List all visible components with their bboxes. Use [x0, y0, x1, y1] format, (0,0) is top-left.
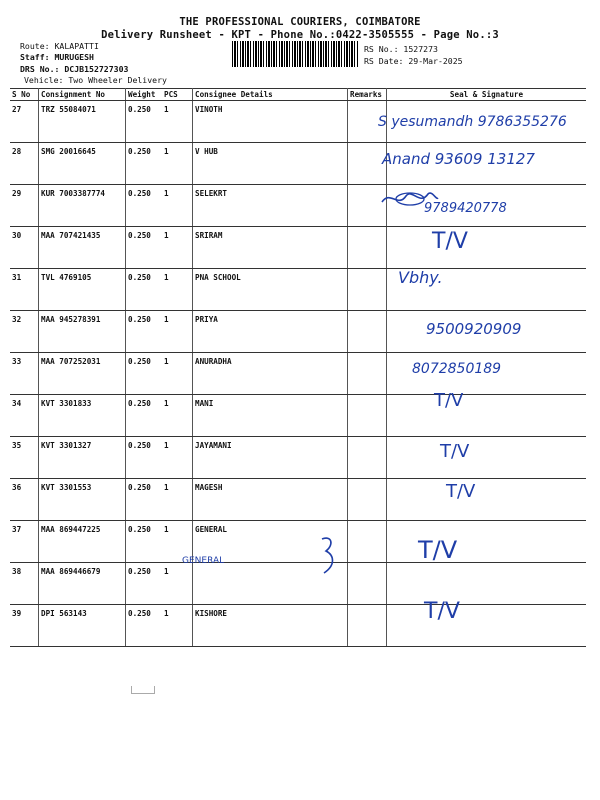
header-signature: Seal & Signature — [387, 89, 587, 101]
cell-sno: 28 — [10, 143, 39, 185]
cell-remarks — [348, 437, 387, 479]
cell-remarks — [348, 269, 387, 311]
header-pcs: PCS — [162, 89, 193, 101]
cell-remarks — [348, 143, 387, 185]
table-row — [10, 395, 586, 437]
table-row — [10, 563, 586, 605]
cell-weight: 0.250 — [126, 395, 163, 437]
cell-sno: 37 — [10, 521, 39, 563]
header-weight: Weight — [126, 89, 163, 101]
cell-sno: 32 — [10, 311, 39, 353]
cell-pcs: 1 — [162, 227, 193, 269]
tv-mark-30: T/V — [432, 229, 468, 254]
tv-mark-39: T/V — [424, 599, 460, 624]
table-row — [10, 269, 586, 311]
cell-weight: 0.250 — [126, 311, 163, 353]
cell-consignee: PNA SCHOOL — [193, 269, 348, 311]
tv-mark-35: T/V — [440, 441, 470, 462]
cell-weight: 0.250 — [126, 185, 163, 227]
cell-sno: 27 — [10, 101, 39, 143]
vehicle-label: Vehicle: Two Wheeler Delivery — [24, 75, 167, 85]
handwritten-consignee-38: GENERAL — [182, 556, 225, 566]
cell-consignee: PRIYA — [193, 311, 348, 353]
cell-pcs: 1 — [162, 437, 193, 479]
cell-sno: 38 — [10, 563, 39, 605]
cell-consignee: ANURADHA — [193, 353, 348, 395]
cell-consignee: V HUB — [193, 143, 348, 185]
drs-number: DRS No.: DCJB152727303 — [20, 64, 129, 74]
cell-pcs: 1 — [162, 521, 193, 563]
cell-sno: 33 — [10, 353, 39, 395]
cell-consignee: MANI — [193, 395, 348, 437]
tv-mark-36: T/V — [446, 481, 476, 502]
header-sno: S No — [10, 89, 39, 101]
cell-pcs: 1 — [162, 185, 193, 227]
signature-29: 9789420778 — [424, 201, 507, 216]
cell-pcs: 1 — [162, 311, 193, 353]
cell-consignment: MAA 707421435 — [39, 227, 126, 269]
cell-consignee: JAYAMANI — [193, 437, 348, 479]
cell-remarks — [348, 605, 387, 647]
cell-remarks — [348, 479, 387, 521]
faint-mark — [131, 686, 155, 694]
signature-32: 9500920909 — [426, 320, 522, 338]
header-remarks: Remarks — [348, 89, 387, 101]
route-label: Route: KALAPATTI — [20, 41, 99, 51]
tv-mark-34: T/V — [434, 390, 464, 411]
cell-sno: 34 — [10, 395, 39, 437]
cell-consignment: KVT 3301833 — [39, 395, 126, 437]
cell-signature — [387, 437, 587, 479]
cell-sno: 36 — [10, 479, 39, 521]
cell-pcs: 1 — [162, 605, 193, 647]
cell-consignment: DPI 563143 — [39, 605, 126, 647]
cell-remarks — [348, 227, 387, 269]
cell-signature — [387, 605, 587, 647]
cell-weight: 0.250 — [126, 269, 163, 311]
cell-signature — [387, 395, 587, 437]
cell-consignment: KUR 7003387774 — [39, 185, 126, 227]
cell-consignee: VINOTH — [193, 101, 348, 143]
cell-weight: 0.250 — [126, 143, 163, 185]
cell-consignment: MAA 707252031 — [39, 353, 126, 395]
signature-31: Vbhy. — [398, 268, 443, 287]
cell-weight: 0.250 — [126, 353, 163, 395]
cell-consignment: TVL 4769105 — [39, 269, 126, 311]
cell-weight: 0.250 — [126, 479, 163, 521]
cell-signature — [387, 521, 587, 563]
company-title: THE PROFESSIONAL COURIERS, COIMBATORE — [179, 16, 421, 28]
cell-weight: 0.250 — [126, 227, 163, 269]
cell-pcs: 1 — [162, 479, 193, 521]
cell-consignment: MAA 869447225 — [39, 521, 126, 563]
table-row — [10, 227, 586, 269]
header-consignee: Consignee Details — [193, 89, 348, 101]
cell-consignment: KVT 3301553 — [39, 479, 126, 521]
signature-28: Anand 93609 13127 — [382, 150, 535, 168]
rs-number: RS No.: 1527273 — [364, 44, 438, 54]
cell-consignment: KVT 3301327 — [39, 437, 126, 479]
cell-weight: 0.250 — [126, 437, 163, 479]
cell-pcs: 1 — [162, 143, 193, 185]
cell-pcs: 1 — [162, 101, 193, 143]
cell-remarks — [348, 395, 387, 437]
cell-consignment: MAA 869446679 — [39, 563, 126, 605]
cell-consignee: KISHORE — [193, 605, 348, 647]
cell-consignment: MAA 945278391 — [39, 311, 126, 353]
cell-signature — [387, 563, 587, 605]
cell-sno: 39 — [10, 605, 39, 647]
table-row — [10, 605, 586, 647]
cell-weight: 0.250 — [126, 101, 163, 143]
table-row — [10, 521, 586, 563]
bracket-mark-38 — [318, 533, 340, 581]
cell-pcs: 1 — [162, 353, 193, 395]
cell-weight: 0.250 — [126, 521, 163, 563]
cell-remarks — [348, 521, 387, 563]
cell-sno: 31 — [10, 269, 39, 311]
cell-signature — [387, 479, 587, 521]
cell-pcs: 1 — [162, 395, 193, 437]
cell-signature — [387, 227, 587, 269]
cell-weight: 0.250 — [126, 605, 163, 647]
cell-sno: 30 — [10, 227, 39, 269]
signature-33: 8072850189 — [412, 361, 502, 377]
table-row — [10, 479, 586, 521]
header-consignment: Consignment No — [39, 89, 126, 101]
runsheet-subtitle: Delivery Runsheet - KPT - Phone No.:0422-3505555 - Page No.:3 — [101, 29, 499, 41]
cell-remarks — [348, 311, 387, 353]
cell-consignee: SRIRAM — [193, 227, 348, 269]
cell-consignee: GENERAL — [193, 521, 348, 563]
tv-mark-38: T/V — [418, 536, 458, 564]
staff-label: Staff: MURUGESH — [20, 52, 94, 62]
cell-consignment: TRZ 55084071 — [39, 101, 126, 143]
cell-remarks — [348, 353, 387, 395]
signature-27: S yesumandh 9786355276 — [378, 114, 567, 130]
cell-pcs: 1 — [162, 269, 193, 311]
cell-sno: 35 — [10, 437, 39, 479]
cell-consignee: MAGESH — [193, 479, 348, 521]
barcode-image — [232, 41, 358, 67]
cell-consignee: SELEKRT — [193, 185, 348, 227]
table-header-row — [10, 89, 586, 101]
cell-sno: 29 — [10, 185, 39, 227]
cell-pcs: 1 — [162, 563, 193, 605]
table-row — [10, 437, 586, 479]
cell-weight: 0.250 — [126, 563, 163, 605]
rs-date: RS Date: 29-Mar-2025 — [364, 56, 463, 66]
cell-consignment: SMG 20016645 — [39, 143, 126, 185]
cell-remarks — [348, 563, 387, 605]
